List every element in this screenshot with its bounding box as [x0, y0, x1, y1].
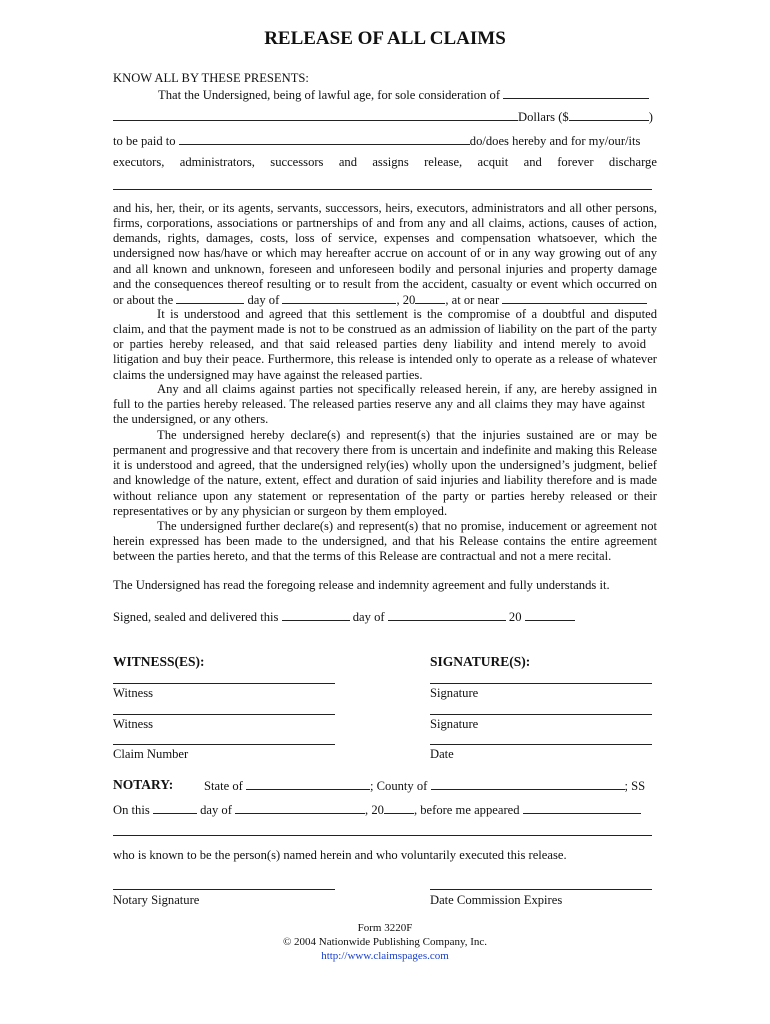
- intro-line-3: [113, 133, 640, 149]
- acknowledgement-text: The Undersigned has read the foregoing release and indemnity agreement and fully understands it.: [113, 578, 610, 592]
- notary-year-field[interactable]: [384, 802, 414, 814]
- text-line: The undersigned hereby declare(s) and represent(s) that the injuries sustained are or may be: [157, 428, 657, 442]
- text-line: and the consequences thereof resulting or to result from the accident, casualty or event which occurred on: [113, 276, 657, 291]
- date-label: Date: [430, 747, 454, 761]
- payee-field[interactable]: [179, 133, 470, 145]
- notary-day-field[interactable]: [153, 802, 197, 814]
- word: administrators,: [179, 155, 255, 169]
- text-line: permanent and progressive and that recovery there from is uncertain and indefinite and making this Release: [113, 443, 657, 458]
- text-line: The undersigned further declare(s) and represent(s) that no promise, inducement or agreement not: [157, 519, 657, 533]
- notary-state-line: [204, 778, 645, 794]
- footer-link-wrap: [0, 949, 770, 963]
- signed-month-field[interactable]: [388, 609, 506, 621]
- intro-line-1: [158, 87, 649, 103]
- signatures-heading: SIGNATURE(S):: [430, 654, 531, 669]
- text-line: it is understood and agreed, that the undersigned rely(ies) wholly upon the undersigned’s judgment, belief: [113, 458, 657, 473]
- signed-year-field[interactable]: [525, 609, 575, 621]
- ss-label: ; SS: [624, 779, 646, 793]
- text-line: claim, and that the payment made is not to be construed as an admission of liability on the part of the party: [113, 322, 657, 337]
- text-line: firms, corporations, associations or partnerships of and from any and all claims, actions, causes of action,: [113, 216, 657, 231]
- signed-label: Signed, sealed and delivered this: [113, 610, 279, 624]
- consideration-field[interactable]: [503, 87, 649, 99]
- day-of-label: day of: [247, 293, 280, 307]
- intro-heading: KNOW ALL BY THESE PRESENTS:: [113, 71, 309, 85]
- word: forever: [557, 155, 594, 169]
- to-be-paid-label: to be paid to: [113, 134, 176, 148]
- word: acquit: [477, 155, 509, 169]
- signed-day-of-label: day of: [352, 610, 385, 624]
- year-prefix-label: , 20: [396, 293, 416, 307]
- text-line: or parties hereby released, and that said released parties deny liability and intend merely to avoid: [113, 337, 646, 352]
- state-field[interactable]: [246, 778, 370, 790]
- text-line: and all known and unknown, foreseen and unforeseen bodily and personal injuries and property damage: [113, 261, 657, 276]
- assignment-paragraph: [113, 382, 657, 427]
- text-line: and his, her, their, or its agents, servants, successors, heirs, executors, administrators and all other persons,: [113, 201, 657, 215]
- word: successors: [270, 155, 324, 169]
- accident-day-field[interactable]: [176, 292, 244, 304]
- state-of-label: State of: [204, 779, 243, 793]
- witness-1-line[interactable]: [113, 683, 335, 684]
- compromise-paragraph: [113, 307, 657, 383]
- county-field[interactable]: [431, 778, 625, 790]
- signed-line: [113, 609, 575, 625]
- text-line: the undersigned, or any others.: [113, 412, 269, 427]
- text-line: undersigned now has/have or which may hereafter accrue on account of or in any way growing out of any: [113, 246, 657, 261]
- notary-date-line: [113, 802, 641, 818]
- released-party-field[interactable]: [113, 189, 652, 190]
- dodoes-label: do/does hereby and for my/our/its: [469, 134, 641, 148]
- county-of-label: ; County of: [369, 779, 428, 793]
- word: and: [338, 155, 357, 169]
- on-or-about-label: or about the: [113, 293, 174, 307]
- close-paren: ): [648, 110, 653, 124]
- signature-2-label: Signature: [430, 717, 479, 731]
- accident-location-field[interactable]: [502, 292, 647, 304]
- copyright-notice: © 2004 Nationwide Publishing Company, Inc.: [282, 936, 488, 948]
- signature-2-line[interactable]: [430, 714, 652, 715]
- text-line: full to the parties hereby released. The released parties reserve any and all claims they may have against: [113, 397, 645, 412]
- commission-expires-line[interactable]: [430, 889, 652, 890]
- word: executors,: [113, 155, 165, 169]
- text-line: litigation and buy their peace. Furthermore, this release is intended only to operate as a release of whatever: [113, 352, 657, 367]
- website-link[interactable]: http://www.claimspages.com: [321, 950, 449, 962]
- intro-line-2: [113, 109, 653, 125]
- commission-expires-label: Date Commission Expires: [430, 893, 563, 907]
- known-person-text: who is known to be the person(s) named herein and who voluntarily executed this release.: [113, 848, 567, 862]
- entire-agreement-paragraph: [113, 519, 657, 564]
- word: assigns: [372, 155, 409, 169]
- dollars-words-field[interactable]: [113, 109, 518, 121]
- witnesses-heading: WITNESS(ES):: [113, 654, 205, 669]
- before-me-label: , before me appeared: [413, 803, 520, 817]
- notary-heading: NOTARY:: [113, 777, 174, 792]
- notary-signature-label: Notary Signature: [113, 893, 200, 907]
- signature-1-label: Signature: [430, 686, 479, 700]
- text-line: claims the undersigned may have against the released parties.: [113, 367, 423, 382]
- notary-signature-line[interactable]: [113, 889, 335, 890]
- intro-line-4: [113, 155, 657, 170]
- text-line: herein expressed has been made to the undersigned, and that his Release contains the entire agreement: [113, 534, 657, 549]
- text-line: It is understood and agreed that this settlement is the compromise of a doubtful and disputed: [157, 307, 657, 321]
- text-line: Any and all claims against parties not specifically released herein, if any, are hereby assigned in: [157, 382, 657, 396]
- word: discharge: [608, 155, 657, 169]
- injuries-paragraph: [113, 428, 657, 519]
- dollars-label: Dollars ($: [518, 110, 569, 124]
- witness-2-label: Witness: [113, 717, 154, 731]
- notary-day-of-label: day of: [200, 803, 232, 817]
- signed-year-prefix: 20: [508, 610, 522, 624]
- dollars-amount-field[interactable]: [569, 109, 649, 121]
- text-line: representatives or by any physician or surgeon by them employed.: [113, 503, 448, 518]
- text-line: between the parties hereto, and that the terms of this Release are contractual and not a mere recital.: [113, 549, 612, 564]
- form-number: Form 3220F: [357, 922, 413, 934]
- at-or-near-label: , at or near: [445, 293, 500, 307]
- witness-2-line[interactable]: [113, 714, 335, 715]
- notary-year-prefix: , 20: [365, 803, 384, 817]
- text-line: without reliance upon any statement or representation of the party or parties hereby released or their: [113, 488, 657, 503]
- notary-month-field[interactable]: [235, 802, 365, 814]
- document-title: RELEASE OF ALL CLAIMS: [264, 28, 506, 49]
- text-line: demands, rights, damages, costs, loss of service, expenses and compensation whatsoever, which the: [113, 231, 657, 246]
- accident-date-line: [113, 292, 647, 308]
- accident-month-field[interactable]: [282, 292, 396, 304]
- accident-year-field[interactable]: [415, 292, 445, 304]
- text-line: and knowledge of the nature, extent, effect and duration of said injuries and liability therefore and is made: [113, 473, 657, 488]
- date-line[interactable]: [430, 744, 652, 745]
- appeared-name-field[interactable]: [523, 802, 641, 814]
- signature-1-line[interactable]: [430, 683, 652, 684]
- release-paragraph: [113, 201, 657, 292]
- word: release,: [424, 155, 463, 169]
- consideration-label: That the Undersigned, being of lawful age, for sole consideration of: [158, 88, 501, 102]
- claim-number-label: Claim Number: [113, 747, 189, 761]
- witness-1-label: Witness: [113, 686, 154, 700]
- claim-number-line[interactable]: [113, 744, 335, 745]
- signed-day-field[interactable]: [282, 609, 350, 621]
- word: and: [523, 155, 542, 169]
- appeared-name-continuation-field[interactable]: [113, 835, 652, 836]
- on-this-label: On this: [113, 803, 150, 817]
